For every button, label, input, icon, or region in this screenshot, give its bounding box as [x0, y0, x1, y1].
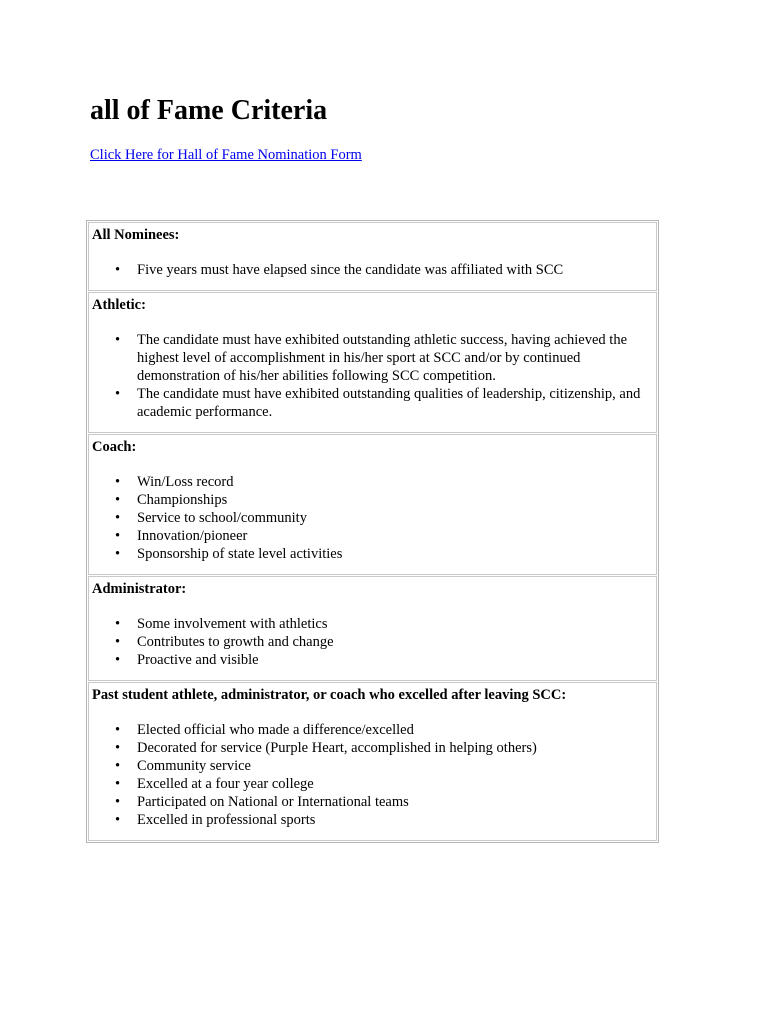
list-item: • Proactive and visible	[137, 651, 653, 669]
list-item: • Service to school/community	[137, 509, 653, 527]
list-item: • Excelled at a four year college	[137, 775, 653, 793]
list-item: • Five years must have elapsed since the candidate was affiliated with SCC	[137, 261, 653, 279]
list-item: • Win/Loss record	[137, 473, 653, 491]
list-item: • Some involvement with athletics	[137, 615, 653, 633]
criteria-list-all-nominees	[92, 261, 653, 279]
criteria-cell	[88, 292, 657, 433]
list-item: • Decorated for service (Purple Heart, accomplished in helping others)	[137, 739, 653, 757]
list-item: • Elected official who made a difference/excelled	[137, 721, 653, 739]
section-heading-administrator: Administrator:	[92, 581, 187, 597]
criteria-row-athletic	[88, 292, 657, 433]
criteria-table	[86, 220, 659, 843]
list-item: • The candidate must have exhibited outstanding athletic success, having achieved the highest level of accomplishment in his/her sport at SCC and/or by continued demonstration of his/her abilities following SCC competition.	[137, 331, 653, 385]
nomination-form-link[interactable]: Click Here for Hall of Fame Nomination Form	[90, 147, 362, 163]
criteria-list-administrator	[92, 615, 653, 669]
list-item: • Innovation/pioneer	[137, 527, 653, 545]
criteria-cell	[88, 576, 657, 681]
criteria-row-administrator	[88, 576, 657, 681]
section-heading-coach: Coach:	[92, 439, 137, 455]
list-item: • Sponsorship of state level activities	[137, 545, 653, 563]
criteria-cell	[88, 682, 657, 841]
criteria-row-coach	[88, 434, 657, 575]
list-item: • Contributes to growth and change	[137, 633, 653, 651]
criteria-cell	[88, 434, 657, 575]
list-item: • Participated on National or International teams	[137, 793, 653, 811]
list-item: • Community service	[137, 757, 653, 775]
criteria-list-coach	[92, 473, 653, 563]
section-heading-past-student: Past student athlete, administrator, or coach who excelled after leaving SCC:	[92, 687, 567, 703]
list-item: • Excelled in professional sports	[137, 811, 653, 829]
criteria-list-past-student	[92, 721, 653, 829]
criteria-cell	[88, 222, 657, 291]
criteria-list-athletic	[92, 331, 653, 421]
list-item: • The candidate must have exhibited outstanding qualities of leadership, citizenship, and academic performance.	[137, 385, 653, 421]
section-heading-all-nominees: All Nominees:	[92, 227, 180, 243]
criteria-row-past-student	[88, 682, 657, 841]
page-title: all of Fame Criteria	[90, 95, 328, 126]
list-item: • Championships	[137, 491, 653, 509]
criteria-row-all-nominees	[88, 222, 657, 291]
section-heading-athletic: Athletic:	[92, 297, 146, 313]
